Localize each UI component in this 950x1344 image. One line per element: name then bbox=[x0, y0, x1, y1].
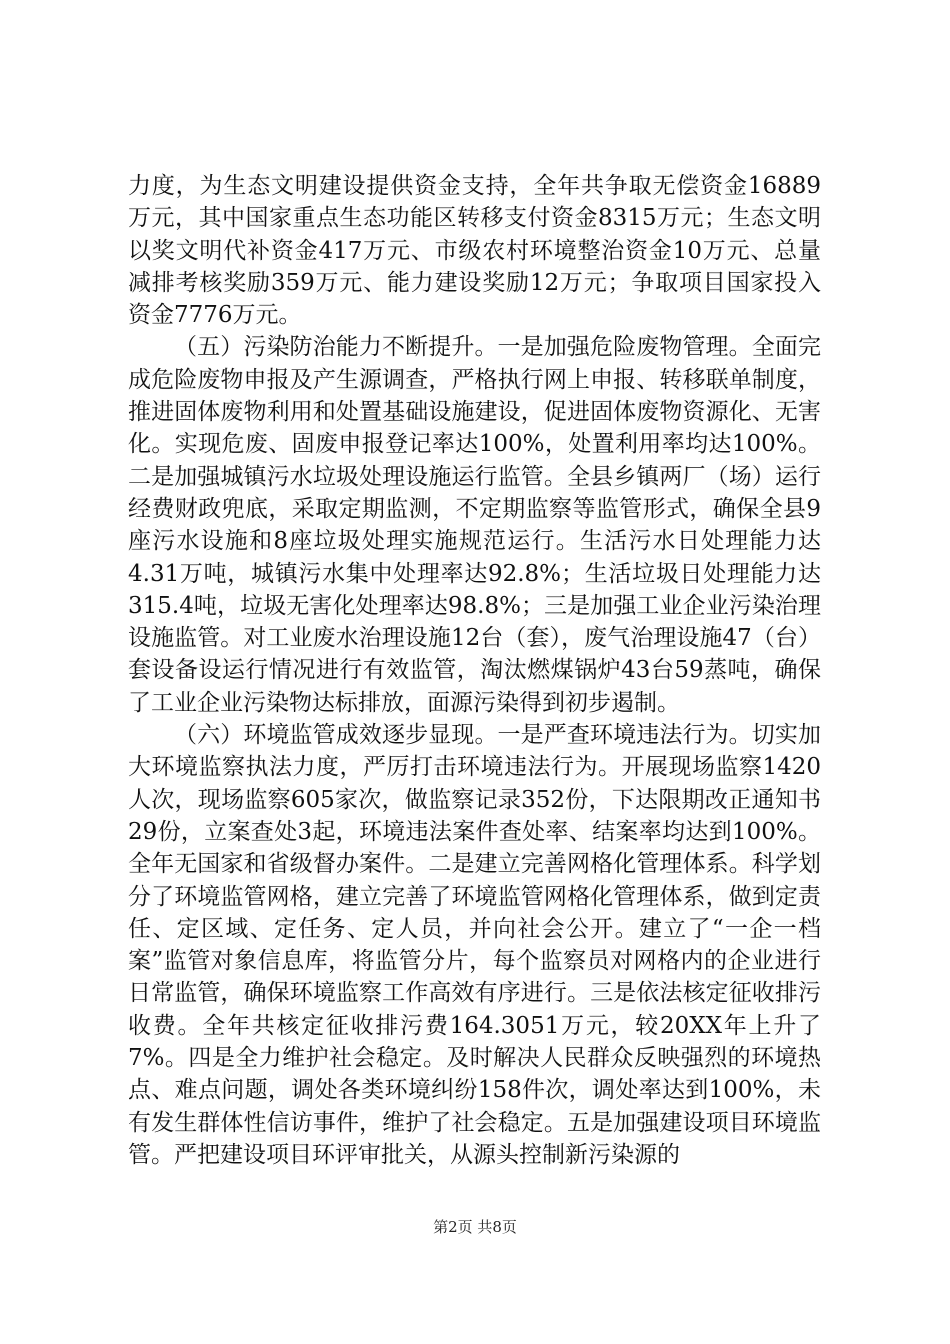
paragraph-pollution-control: （五）污染防治能力不断提升。一是加强危险废物管理。全面完成危险废物申报及产生源调查，严格执行网上申报、转移联单制度，推进固体废物利用和处置基础设施建设，促进固体废物资源化、无害化。实现危废、固废申报登记率达100%，处置利用率均达100%。二是加强城镇污水垃圾处理设施运行监管。全县乡镇两厂（场）运行经费财政兜底，采取定期监测，不定期监察等监管形式，确保全县9座污水设施和8座垃圾处理实施规范运行。生活污水日处理能力达4.31万吨，城镇污水集中处理率达92.8%；生活垃圾日处理能力达315.4吨，垃圾无害化处理率达98.8%；三是加强工业企业污染治理设施监管。对工业废水治理设施12台（套），废气治理设施47（台）套设备设运行情况进行有效监管，淘汰燃煤锅炉43台59蒸吨，确保了工业企业污染物达标排放，面源污染得到初步遏制。 bbox=[128, 334, 821, 716]
page-number-footer: 第2页 共8页 bbox=[433, 1218, 517, 1236]
paragraph-environmental-supervision: （六）环境监管成效逐步显现。一是严查环境违法行为。切实加大环境监察执法力度，严厉打击环境违法行为。开展现场监察1420人次，现场监察605家次，做监察记录352份，下达限期改正通知书29份，立案查处3起，环境违法案件查处率、结案率均达到100%。全年无国家和省级督办案件。二是建立完善网格化管理体系。科学划分了环境监管网格，建立完善了环境监管网格化管理体系，做到定责任、定区域、定任务、定人员，并向社会公开。建立了“一企一档案”监管对象信息库，将监管分片，每个监察员对网格内的企业进行日常监管，确保环境监察工作高效有序进行。三是依法核定征收排污收费。全年共核定征收排污费164.3051万元，较20XX年上升了7%。四是全力维护社会稳定。及时解决人民群众反映强烈的环境热点、难点问题，调处各类环境纠纷158件次，调处率达到100%，未有发生群体性信访事件，维护了社会稳定。五是加强建设项目环境监管。严把建设项目环评审批关，从源头控制新污染源的 bbox=[128, 722, 821, 1168]
paragraph-funding-continued: 力度，为生态文明建设提供资金支持，全年共争取无偿资金16889万元，其中国家重点生态功能区转移支付资金8315万元；生态文明以奖文明代补资金417万元、市级农村环境整治资金10万元、总量减排考核奖励359万元、能力建设奖励12万元；争取项目国家投入资金7776万元。 bbox=[128, 173, 821, 329]
document-body bbox=[128, 170, 821, 1171]
